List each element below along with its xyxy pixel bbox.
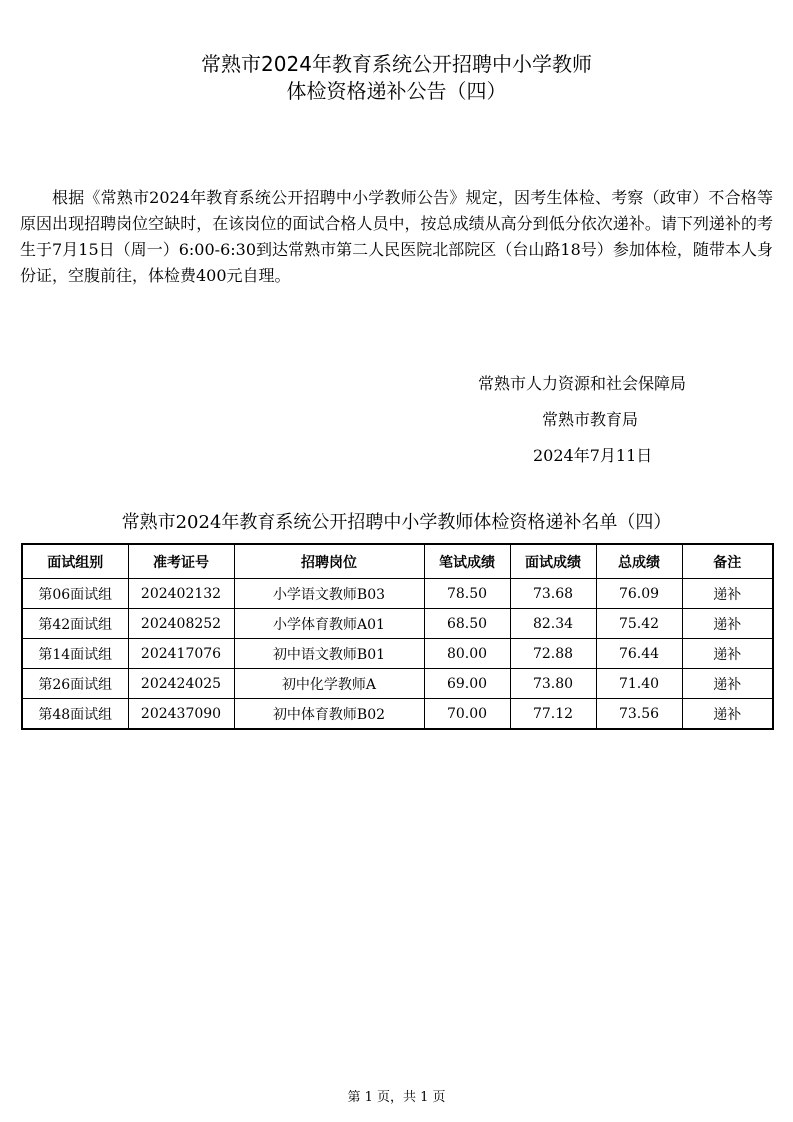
cell-written-score: 80.00 [424,639,510,669]
cell-group: 第26面试组 [22,669,128,699]
table-row [22,639,773,669]
table-row [22,609,773,639]
cell-total-score: 73.56 [596,699,682,730]
cell-position: 小学体育教师A01 [234,609,424,639]
cell-total-score: 76.44 [596,639,682,669]
candidate-table [21,543,774,730]
cell-exam-number: 202424025 [128,669,234,699]
cell-remark: 递补 [682,699,773,730]
page-footer: 第 1 页，共 1 页 [347,1090,446,1105]
cell-exam-number: 202408252 [128,609,234,639]
cell-group: 第14面试组 [22,639,128,669]
signature-org-edu: 常熟市教育局 [542,410,639,429]
table-header-row [22,544,773,579]
cell-exam-number: 202417076 [128,639,234,669]
page-title-line1: 常熟市2024年教育系统公开招聘中小学教师 [201,52,592,76]
cell-written-score: 78.50 [424,579,510,609]
cell-written-score: 70.00 [424,699,510,730]
cell-total-score: 75.42 [596,609,682,639]
table-row [22,699,773,730]
cell-interview-score: 77.12 [510,699,596,730]
cell-position: 初中语文教师B01 [234,639,424,669]
cell-group: 第06面试组 [22,579,128,609]
signature-org-hr: 常熟市人力资源和社会保障局 [478,374,687,393]
list-title: 常熟市2024年教育系统公开招聘中小学教师体检资格递补名单（四） [121,512,672,533]
cell-exam-number: 202402132 [128,579,234,609]
cell-group: 第42面试组 [22,609,128,639]
cell-position: 小学语文教师B03 [234,579,424,609]
header-position: 招聘岗位 [234,544,424,579]
cell-total-score: 71.40 [596,669,682,699]
cell-exam-number: 202437090 [128,699,234,730]
signature-date: 2024年7月11日 [533,446,653,465]
header-interview-score: 面试成绩 [510,544,596,579]
cell-position: 初中化学教师A [234,669,424,699]
cell-interview-score: 73.68 [510,579,596,609]
cell-remark: 递补 [682,609,773,639]
header-remark: 备注 [682,544,773,579]
header-exam-number: 准考证号 [128,544,234,579]
cell-remark: 递补 [682,579,773,609]
cell-total-score: 76.09 [596,579,682,609]
announcement-body: 根据《常熟市2024年教育系统公开招聘中小学教师公告》规定，因考生体检、考察（政审）不合格等原因出现招聘岗位空缺时，在该岗位的面试合格人员中，按总成绩从高分到低分依次递补。请下列递补的考生于7月15日（周一）6:00-6:30到达常熟市第二人民医院北部院区（台山路18号）参加体检，随带本人身份证，空腹前往，体检费400元自理。 [20,188,773,285]
cell-interview-score: 82.34 [510,609,596,639]
cell-group: 第48面试组 [22,699,128,730]
page-title-line2: 体检资格递补公告（四） [286,79,507,103]
cell-position: 初中体育教师B02 [234,699,424,730]
table-row [22,579,773,609]
cell-remark: 递补 [682,669,773,699]
cell-interview-score: 72.88 [510,639,596,669]
header-group: 面试组别 [22,544,128,579]
table-row [22,669,773,699]
cell-written-score: 68.50 [424,609,510,639]
cell-remark: 递补 [682,639,773,669]
header-total-score: 总成绩 [596,544,682,579]
cell-written-score: 69.00 [424,669,510,699]
cell-interview-score: 73.80 [510,669,596,699]
header-written-score: 笔试成绩 [424,544,510,579]
